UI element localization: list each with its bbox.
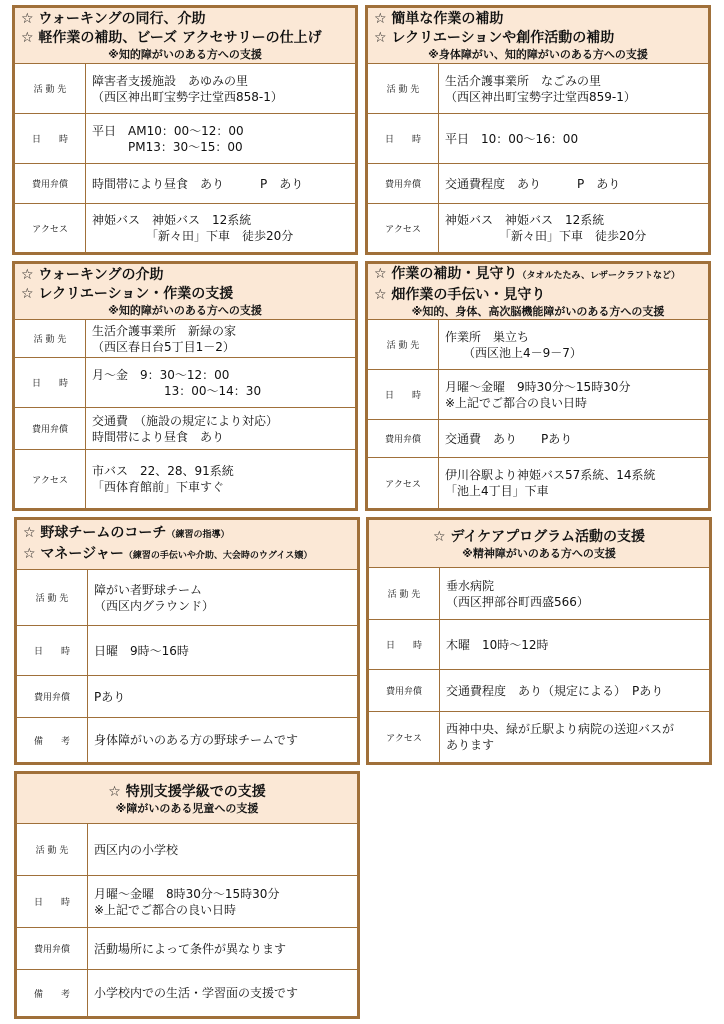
row-value: 西神中央、緑が丘駅より病院の送迎バスが あります (446, 722, 675, 752)
volunteer-card-nagomi (365, 5, 711, 255)
row-expenses (15, 408, 355, 450)
row-remarks (17, 718, 357, 762)
card-target-note: ※身体障がい、知的障がいのある方への支援 (428, 48, 648, 61)
row-value: 生活介護事業所 新緑の家 （西区春日台5丁目1－2） (92, 323, 237, 354)
row-label: 活 動 先 (368, 64, 439, 113)
row-value: 垂水病院 （西区押部谷町西盛566） (446, 578, 589, 609)
row-value: 神姫バス 神姫バス 12系統 「新々田」下車 徒歩20分 (92, 213, 294, 243)
row-label: 日 時 (15, 358, 86, 407)
row-location (17, 570, 357, 626)
card-title-text: ☆ マネージャー (23, 545, 124, 562)
row-value: 交通費程度 あり P あり (445, 176, 621, 191)
row-label: 日 時 (368, 114, 439, 163)
row-value: 西区内の小学校 (94, 842, 179, 857)
card-header (368, 264, 708, 320)
row-value: 市バス 22、28、91系統 「西体育館前」下車すぐ (92, 464, 234, 494)
card-target-note: ※精神障がいのある方への支援 (462, 546, 616, 560)
card-target-note: ※知的障がいのある方への支援 (108, 48, 262, 61)
row-label: 日 時 (17, 876, 88, 927)
row-expenses (368, 420, 708, 458)
card-target-note: ※知的障がいのある方への支援 (108, 304, 262, 317)
row-location (369, 568, 709, 620)
card-title-aside: （練習の指導） (166, 529, 230, 540)
card-title-line-2: ☆ レクリエーション・作業の支援 (21, 286, 234, 302)
row-value: 時間帯により昼食 あり P あり (92, 176, 304, 191)
row-value: 平日 10：00～16：00 (445, 131, 579, 146)
row-datetime (15, 114, 355, 164)
row-value: 障害者支援施設 あゆみの里 （西区神出町宝勢字辻堂西858-1） (92, 73, 283, 104)
row-label: 費用弁償 (369, 670, 440, 711)
row-expenses (17, 928, 357, 970)
row-expenses (17, 676, 357, 718)
row-datetime (17, 626, 357, 676)
row-label: 活 動 先 (17, 570, 88, 625)
card-title-line-1 (23, 524, 351, 545)
row-value: 障がい者野球チーム （西区内グラウンド） (94, 582, 215, 613)
row-label: 費用弁償 (17, 676, 88, 717)
row-expenses (369, 670, 709, 712)
row-label: 活 動 先 (17, 824, 88, 875)
row-value: 小学校内での生活・学習面の支援です (94, 986, 299, 1000)
card-title-text: ☆ 作業の補助・見守り (374, 266, 518, 282)
row-value: 伊川谷駅より神姫バス57系統、14系統 「池上4丁目」下車 (445, 468, 656, 498)
row-access (15, 204, 355, 252)
row-label: アクセス (15, 204, 86, 252)
card-header (17, 520, 357, 570)
row-datetime (15, 358, 355, 408)
row-expenses (368, 164, 708, 204)
row-value: 日曜 9時～16時 (94, 643, 189, 658)
row-label: 活 動 先 (368, 320, 439, 369)
card-title-line-1: ☆ 特別支援学級での支援 (108, 783, 266, 800)
volunteer-card-ayumi (12, 5, 358, 255)
card-title-line-2 (23, 545, 351, 566)
card-title-line-2: ☆ レクリエーションや創作活動の補助 (374, 30, 615, 46)
card-header (17, 774, 357, 824)
row-value: 交通費 （施設の規定により対応） 時間帯により昼食 あり (92, 413, 279, 444)
row-label: アクセス (369, 712, 440, 762)
volunteer-card-sudachi (365, 261, 711, 511)
row-value: 神姫バス 神姫バス 12系統 「新々田」下車 徒歩20分 (445, 213, 647, 243)
volunteer-card-shinryoku (12, 261, 358, 511)
row-label: 備 考 (17, 970, 88, 1016)
row-label: 費用弁償 (368, 164, 439, 203)
card-title-line-1: ☆ ウォーキングの同行、介助 (21, 11, 206, 27)
row-value: 木曜 10時～12時 (446, 637, 549, 652)
row-expenses (15, 164, 355, 204)
row-label: 日 時 (369, 620, 440, 669)
row-value: Pあり (94, 689, 126, 704)
card-title-line-1 (374, 265, 702, 286)
row-label: 活 動 先 (15, 320, 86, 357)
row-datetime (369, 620, 709, 670)
card-title-aside: （練習の手伝いや介助、大会時のウグイス嬢） (123, 550, 313, 561)
row-value: 生活介護事業所 なごみの里 （西区神出町宝勢字辻堂西859-1） (445, 73, 636, 104)
row-value: 交通費程度 あり（規定による） Pあり (446, 683, 664, 698)
row-value: 月曜～金曜 8時30分～15時30分 ※上記でご都合の良い日時 (94, 886, 280, 917)
row-label: 費用弁償 (15, 408, 86, 449)
volunteer-card-daycare (366, 517, 712, 765)
row-datetime (17, 876, 357, 928)
row-label: 日 時 (17, 626, 88, 675)
row-location (368, 320, 708, 370)
row-label: 日 時 (15, 114, 86, 163)
row-datetime (368, 370, 708, 420)
row-value: 交通費 あり Pあり (445, 431, 573, 446)
row-label: アクセス (368, 458, 439, 508)
row-value: 活動場所によって条件が異なります (94, 941, 287, 956)
row-location (15, 320, 355, 358)
row-value: 身体障がいのある方の野球チームです (94, 733, 299, 747)
volunteer-card-baseball (14, 517, 360, 765)
card-header (15, 264, 355, 320)
row-label: 費用弁償 (368, 420, 439, 457)
row-access (15, 450, 355, 508)
row-value: 月曜～金曜 9時30分～15時30分 ※上記でご都合の良い日時 (445, 379, 631, 410)
row-datetime (368, 114, 708, 164)
row-value: 月～金 9：30～12：00 13：00～14：30 (92, 367, 262, 398)
card-title-line-2: ☆ 畑作業の手伝い・見守り (374, 287, 546, 303)
card-title-aside: （タオルたたみ、レザークラフトなど） (517, 271, 680, 281)
row-access (368, 458, 708, 508)
row-access (369, 712, 709, 762)
row-label: アクセス (368, 204, 439, 252)
row-label: 費用弁償 (15, 164, 86, 203)
row-value: 平日 AM10：00～12：00 PM13：30～15：00 (92, 123, 244, 154)
row-location (15, 64, 355, 114)
card-title-line-2: ☆ 軽作業の補助、ビーズ アクセサリーの仕上げ (21, 30, 322, 46)
row-label: アクセス (15, 450, 86, 508)
row-label: 活 動 先 (369, 568, 440, 619)
row-value: 作業所 巣立ち （西区池上4－9－7） (445, 329, 582, 360)
row-label: 費用弁償 (17, 928, 88, 969)
card-title-line-1: ☆ デイケアプログラム活動の支援 (432, 528, 646, 545)
row-label: 日 時 (368, 370, 439, 419)
volunteer-card-special-class (14, 771, 360, 1019)
row-location (17, 824, 357, 876)
card-title-text: ☆ 野球チームのコーチ (23, 524, 167, 541)
card-target-note: ※知的、身体、高次脳機能障がいのある方への支援 (411, 305, 665, 318)
row-location (368, 64, 708, 114)
card-title-line-1: ☆ 簡単な作業の補助 (374, 11, 504, 27)
card-header (15, 8, 355, 64)
card-header (368, 8, 708, 64)
card-title-line-1: ☆ ウォーキングの介助 (21, 267, 164, 283)
card-target-note: ※障がいのある児童への支援 (115, 801, 259, 815)
row-access (368, 204, 708, 252)
card-header (369, 520, 709, 568)
row-remarks (17, 970, 357, 1016)
row-label: 備 考 (17, 718, 88, 762)
row-label: 活 動 先 (15, 64, 86, 113)
